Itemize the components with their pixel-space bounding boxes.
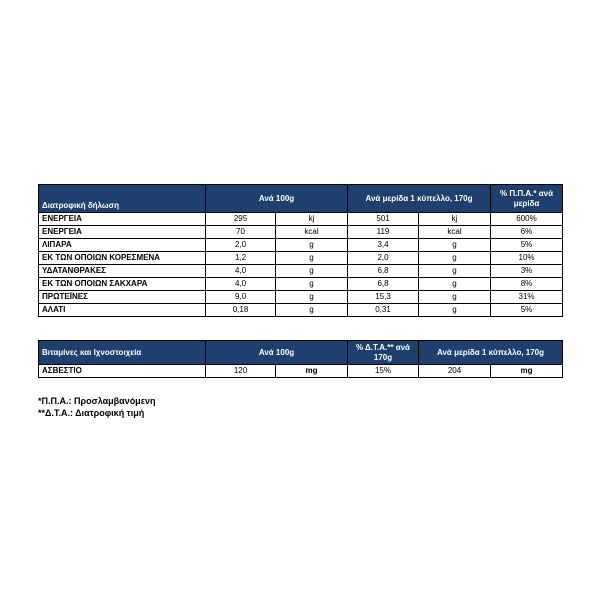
value-per-serving: 204: [419, 365, 491, 378]
vitamins-header-per-serving: Ανά μερίδα 1 κύπελλο, 170g: [419, 341, 563, 365]
unit-per-100g: mg: [276, 365, 348, 378]
value-per-serving: 15,3: [348, 291, 419, 304]
nutrient-name: ΑΛΑΤΙ: [39, 304, 206, 317]
pct-gda: 31%: [491, 291, 563, 304]
unit-per-serving: g: [419, 291, 491, 304]
unit-per-100g: kcal: [276, 226, 348, 239]
unit-per-serving: g: [419, 239, 491, 252]
footnote-ppa: *Π.Π.Α.: Προσλαμβανόμενη: [38, 396, 156, 406]
nutrient-name: ΛΙΠΑΡΑ: [39, 239, 206, 252]
vitamins-table-body: [39, 365, 563, 378]
pct-gda: 8%: [491, 278, 563, 291]
nutrient-name: ΠΡΩΤΕΪΝΕΣ: [39, 291, 206, 304]
nutrition-header-per-serving: Ανά μερίδα 1 κύπελλο, 170g: [348, 185, 491, 213]
vitamins-header-name: Βιταμίνες και Ιχνοστοιχεία: [39, 341, 206, 365]
unit-per-100g: g: [276, 291, 348, 304]
value-per-100g: 1,2: [206, 252, 276, 265]
value-per-100g: 0,18: [206, 304, 276, 317]
nutrition-row: [39, 265, 563, 278]
unit-per-100g: g: [276, 239, 348, 252]
mineral-name: ΑΣΒΕΣΤΙΟ: [39, 365, 206, 378]
value-per-serving: 6,8: [348, 278, 419, 291]
unit-per-serving: mg: [491, 365, 563, 378]
value-per-100g: 4,0: [206, 278, 276, 291]
value-per-100g: 70: [206, 226, 276, 239]
pct-gda: 3%: [491, 265, 563, 278]
value-per-100g: 9,0: [206, 291, 276, 304]
nutrition-row: [39, 304, 563, 317]
unit-per-100g: g: [276, 265, 348, 278]
value-per-serving: 2,0: [348, 252, 419, 265]
value-per-100g: 2,0: [206, 239, 276, 252]
pct-dta: 15%: [348, 365, 419, 378]
pct-gda: 10%: [491, 252, 563, 265]
nutrition-row: [39, 239, 563, 252]
unit-per-100g: g: [276, 278, 348, 291]
footnotes: [38, 395, 155, 419]
nutrition-row: [39, 252, 563, 265]
nutrition-row: [39, 291, 563, 304]
nutrient-name: ΕΚ ΤΩΝ ΟΠΟΙΩΝ ΚΟΡΕΣΜΕΝΑ: [39, 252, 206, 265]
nutrient-name: ΕΝΕΡΓΕΙΑ: [39, 213, 206, 226]
pct-gda: 600%: [491, 213, 563, 226]
unit-per-100g: g: [276, 304, 348, 317]
nutrition-row: [39, 226, 563, 239]
nutrition-table: [38, 184, 563, 317]
unit-per-serving: kcal: [419, 226, 491, 239]
nutrition-header-row: [39, 185, 563, 213]
nutrient-name: ΕΚ ΤΩΝ ΟΠΟΙΩΝ ΣΑΚΧΑΡΑ: [39, 278, 206, 291]
unit-per-serving: g: [419, 252, 491, 265]
value-per-serving: 501: [348, 213, 419, 226]
nutrition-header-per-100g: Ανά 100g: [206, 185, 348, 213]
vitamins-header-pct-dta: % Δ.Τ.Α.** ανά 170g: [348, 341, 419, 365]
value-per-100g: 4,0: [206, 265, 276, 278]
unit-per-100g: g: [276, 252, 348, 265]
nutrient-name: ΕΝΕΡΓΕΙΑ: [39, 226, 206, 239]
vitamins-row: [39, 365, 563, 378]
value-per-serving: 3,4: [348, 239, 419, 252]
pct-gda: 5%: [491, 304, 563, 317]
unit-per-serving: kj: [419, 213, 491, 226]
unit-per-serving: g: [419, 265, 491, 278]
value-per-100g: 120: [206, 365, 276, 378]
nutrition-table-body: [39, 213, 563, 317]
pct-gda: 5%: [491, 239, 563, 252]
vitamins-header-per-100g: Ανά 100g: [206, 341, 348, 365]
nutrient-name: ΥΔΑΤΑΝΘΡΑΚΕΣ: [39, 265, 206, 278]
unit-per-100g: kj: [276, 213, 348, 226]
unit-per-serving: g: [419, 278, 491, 291]
value-per-serving: 119: [348, 226, 419, 239]
nutrition-row: [39, 213, 563, 226]
footnote-dta: **Δ.Τ.Α.: Διατροφική τιμή: [38, 408, 145, 418]
vitamins-table: [38, 340, 563, 378]
nutrition-header-pct-gda: % Π.Π.Α.* ανά μερίδα: [491, 185, 563, 213]
vitamins-header-row: [39, 341, 563, 365]
value-per-serving: 0,31: [348, 304, 419, 317]
nutrition-header-declaration: Διατροφική δήλωση: [39, 185, 206, 213]
unit-per-serving: g: [419, 304, 491, 317]
nutrition-row: [39, 278, 563, 291]
value-per-serving: 6,8: [348, 265, 419, 278]
value-per-100g: 295: [206, 213, 276, 226]
pct-gda: 6%: [491, 226, 563, 239]
